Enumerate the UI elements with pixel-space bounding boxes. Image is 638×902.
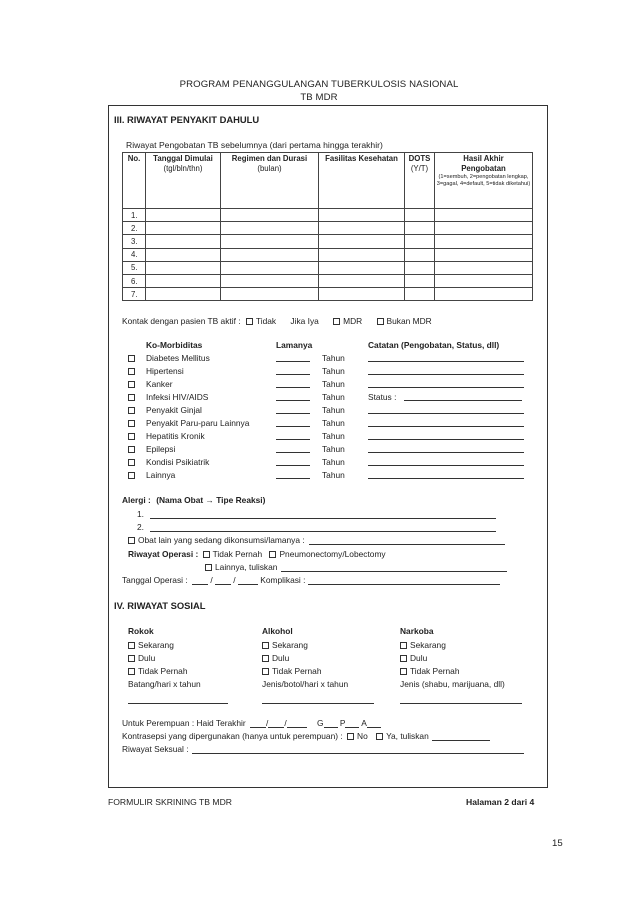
option-past-label: Dulu (138, 653, 156, 663)
option-past-label: Dulu (410, 653, 428, 663)
duration-field[interactable] (276, 405, 310, 414)
table-row: 4. (123, 248, 533, 261)
surgery-day-field[interactable] (192, 576, 208, 585)
table-row: 7. (123, 288, 533, 301)
table-row: 5. (123, 261, 533, 274)
table-row: 2. (123, 222, 533, 235)
option-checkbox[interactable] (262, 655, 269, 662)
contact-bukan-mdr-checkbox[interactable] (377, 318, 384, 325)
duration-field[interactable] (276, 444, 310, 453)
tb-contact-label: Kontak dengan pasien TB aktif : (122, 316, 241, 326)
option-current-label: Sekarang (272, 640, 308, 650)
years-unit: Tahun (322, 353, 345, 363)
comorbidity-row (128, 457, 345, 467)
option-checkbox[interactable] (262, 668, 269, 675)
surgery-year-field[interactable] (238, 576, 258, 585)
surgery-other-row (205, 562, 507, 572)
contact-mdr-label: MDR (343, 316, 363, 326)
comorbidity-checkbox[interactable] (128, 407, 135, 414)
unit-label: Jenis (shabu, marijuana, dll) (400, 679, 505, 689)
para-field[interactable] (345, 719, 359, 728)
social-amount-field[interactable] (400, 695, 522, 704)
comorbidity-row (128, 470, 345, 480)
comorbidity-label: Penyakit Paru-paru Lainnya (146, 418, 250, 428)
treatment-history-caption: Riwayat Pengobatan TB sebelumnya (dari pertama hingga terakhir) (126, 140, 383, 150)
document-subtitle: TB MDR (300, 92, 338, 103)
table-header-row (123, 153, 533, 209)
status-label: Status : (368, 392, 397, 402)
contact-mdr-checkbox[interactable] (333, 318, 340, 325)
notes-field[interactable] (368, 457, 524, 466)
other-drug-checkbox[interactable] (128, 537, 135, 544)
complication-label: Komplikasi : (260, 575, 306, 585)
section-iv-heading: IV. RIWAYAT SOSIAL (114, 600, 206, 611)
comorbidity-checkbox[interactable] (128, 446, 135, 453)
tb-contact-row (122, 316, 432, 326)
duration-field[interactable] (276, 457, 310, 466)
surgery-pneumo-label: Pneumonectomy/Lobectomy (279, 549, 386, 559)
comorbidity-checkbox[interactable] (128, 394, 135, 401)
allergy-item-1: 1. (137, 509, 496, 519)
duration-field[interactable] (276, 470, 310, 479)
contact-jika-label: Jika Iya (290, 316, 319, 326)
allergy-sub-label: (Nama Obat → Tipe Reaksi) (156, 495, 266, 505)
table-row: 6. (123, 274, 533, 287)
contact-bukan-mdr-label: Bukan MDR (386, 316, 432, 326)
duration-field[interactable] (276, 366, 310, 375)
option-current-label: Sekarang (138, 640, 174, 650)
surgery-date-row: Tanggal Operasi : / / Komplikasi : (122, 575, 500, 585)
haid-day-field[interactable] (250, 719, 266, 728)
other-drug-label: Obat lain yang sedang dikonsumsi/lamanya : (138, 535, 305, 545)
comorbidity-checkbox[interactable] (128, 368, 135, 375)
option-current-label: Sekarang (410, 640, 446, 650)
social-amount-field[interactable] (128, 695, 228, 704)
duration-field[interactable] (276, 353, 310, 362)
unit-label: Batang/hari x tahun (128, 679, 201, 689)
years-unit: Tahun (322, 470, 345, 480)
allergy-row (122, 495, 265, 505)
contraception-label: Kontrasepsi yang dipergunakan (hanya untuk perempuan) : (122, 731, 343, 741)
years-unit: Tahun (322, 457, 345, 467)
comorbidity-label: Kanker (146, 379, 173, 389)
col-no: No. (123, 153, 146, 209)
duration-field[interactable] (276, 418, 310, 427)
allergy-item-2: 2. (137, 522, 496, 532)
abortus-label: A (361, 718, 367, 728)
years-unit: Tahun (322, 379, 345, 389)
contact-tidak-label: Tidak (255, 316, 277, 326)
social-title: Rokok (128, 626, 154, 636)
notes-field[interactable] (368, 470, 524, 479)
comorbidity-heading: Ko-Morbiditas (146, 340, 203, 350)
comorbidity-row (128, 444, 345, 454)
surgery-pneumo-checkbox[interactable] (269, 551, 276, 558)
contraception-no-label: No (357, 731, 368, 741)
table-row: 1. (123, 209, 533, 222)
option-never-label: Tidak Pernah (138, 666, 188, 676)
surgery-row (128, 549, 386, 559)
col-dots: DOTS (Y/T) (405, 153, 435, 209)
comorbidity-checkbox[interactable] (128, 355, 135, 362)
comorbidity-label: Hepatitis Kronik (146, 431, 205, 441)
surgery-other-checkbox[interactable] (205, 564, 212, 571)
years-unit: Tahun (322, 392, 345, 402)
other-drug-field[interactable] (309, 536, 505, 545)
duration-field[interactable] (276, 392, 310, 401)
social-col-drugs (400, 626, 522, 704)
comorbidity-row (128, 379, 345, 389)
years-unit: Tahun (322, 431, 345, 441)
col-regimen: Regimen dan Durasi (bulan) (221, 153, 319, 209)
allergy-label: Alergi : (122, 495, 151, 505)
footer-form-name: FORMULIR SKRINING TB MDR (108, 797, 232, 807)
sexual-history-row (122, 744, 524, 754)
comorbidity-checkbox[interactable] (128, 472, 135, 479)
years-unit: Tahun (322, 366, 345, 376)
contraception-no-checkbox[interactable] (347, 733, 354, 740)
section-iii-heading: III. RIWAYAT PENYAKIT DAHULU (114, 114, 260, 125)
option-checkbox[interactable] (400, 668, 407, 675)
allergy-1-field[interactable] (150, 510, 496, 519)
option-checkbox[interactable] (128, 668, 135, 675)
comorbidity-row (128, 366, 345, 376)
table-row: 3. (123, 235, 533, 248)
notes-field[interactable] (404, 392, 522, 401)
other-drug-row (128, 535, 505, 545)
haid-month-field[interactable] (268, 719, 284, 728)
notes-field[interactable] (368, 366, 524, 375)
option-checkbox[interactable] (400, 642, 407, 649)
document-title: PROGRAM PENANGGULANGAN TUBERKULOSIS NASIONAL (179, 79, 459, 90)
comorbidity-label: Diabetes Mellitus (146, 353, 210, 363)
abortus-field[interactable] (367, 719, 381, 728)
social-col-alcohol (262, 626, 374, 704)
complication-field[interactable] (308, 576, 500, 585)
unit-label: Jenis/botol/hari x tahun (262, 679, 349, 689)
duration-heading: Lamanya (276, 340, 313, 350)
comorbidity-row (128, 353, 345, 363)
surgery-other-label: Lainnya, tuliskan (215, 562, 278, 572)
notes-field[interactable] (368, 353, 524, 362)
option-past-label: Dulu (272, 653, 290, 663)
contraception-field[interactable] (432, 732, 490, 741)
sexual-history-field[interactable] (192, 745, 524, 754)
duration-field[interactable] (276, 431, 310, 440)
comorbidity-label: Epilepsi (146, 444, 176, 454)
years-unit: Tahun (322, 405, 345, 415)
notes-field[interactable] (368, 444, 524, 453)
gravida-field[interactable] (324, 719, 338, 728)
comorbidity-label: Hipertensi (146, 366, 184, 376)
comorbidity-checkbox[interactable] (128, 420, 135, 427)
contraception-row (122, 731, 490, 741)
footer-page-indicator: Halaman 2 dari 4 (466, 797, 535, 807)
social-amount-field[interactable] (262, 695, 374, 704)
surgery-date-label: Tanggal Operasi : (122, 575, 188, 585)
notes-field[interactable] (368, 405, 524, 414)
notes-heading: Catatan (Pengobatan, Status, dll) (368, 340, 500, 350)
comorbidity-row (128, 418, 345, 428)
contraception-yes-label: Ya, tuliskan (386, 731, 429, 741)
treatment-history-table (122, 152, 533, 301)
comorbidity-row (128, 392, 397, 402)
option-checkbox[interactable] (262, 642, 269, 649)
social-col-smoking (128, 626, 228, 704)
option-never-label: Tidak Pernah (410, 666, 460, 676)
col-outcome: Hasil Akhir Pengobatan (1=sembuh, 2=pengobatan lengkap, 3=gagal, 4=default, 5=tidak diketahui) (435, 153, 533, 209)
contact-tidak-checkbox[interactable] (246, 318, 253, 325)
social-title: Alkohol (262, 626, 293, 636)
contraception-yes-checkbox[interactable] (376, 733, 383, 740)
women-row: Untuk Perempuan : Haid Terakhir / / G P A (122, 718, 381, 728)
surgery-never-checkbox[interactable] (203, 551, 210, 558)
sexual-history-label: Riwayat Seksual : (122, 744, 189, 754)
comorbidity-row (128, 405, 345, 415)
comorbidity-checkbox[interactable] (128, 459, 135, 466)
page-number: 15 (552, 838, 563, 849)
surgery-month-field[interactable] (215, 576, 231, 585)
comorbidity-label: Kondisi Psikiatrik (146, 457, 210, 467)
years-unit: Tahun (322, 444, 345, 454)
surgery-label: Riwayat Operasi : (128, 549, 199, 559)
years-unit: Tahun (322, 418, 345, 428)
comorbidity-row (128, 431, 345, 441)
surgery-never-label: Tidak Pernah (212, 549, 263, 559)
option-checkbox[interactable] (128, 642, 135, 649)
haid-year-field[interactable] (287, 719, 307, 728)
allergy-2-field[interactable] (150, 523, 496, 532)
comorbidity-checkbox[interactable] (128, 381, 135, 388)
col-start-date: Tanggal Dimulai (tgl/bln/thn) (146, 153, 221, 209)
last-menstruation-label: Untuk Perempuan : Haid Terakhir (122, 718, 246, 728)
notes-field[interactable] (368, 379, 524, 388)
comorbidity-checkbox[interactable] (128, 433, 135, 440)
comorbidity-label: Infeksi HIV/AIDS (146, 392, 209, 402)
para-label: P (339, 718, 346, 728)
option-never-label: Tidak Pernah (272, 666, 322, 676)
comorbidity-label: Penyakit Ginjal (146, 405, 202, 415)
comorbidity-label: Lainnya (146, 470, 176, 480)
option-checkbox[interactable] (400, 655, 407, 662)
notes-field[interactable] (368, 418, 524, 427)
option-checkbox[interactable] (128, 655, 135, 662)
social-title: Narkoba (400, 626, 434, 636)
duration-field[interactable] (276, 379, 310, 388)
col-facility: Fasilitas Kesehatan (319, 153, 405, 209)
surgery-other-field[interactable] (281, 563, 507, 572)
notes-field[interactable] (368, 431, 524, 440)
gravida-label: G (316, 718, 324, 728)
